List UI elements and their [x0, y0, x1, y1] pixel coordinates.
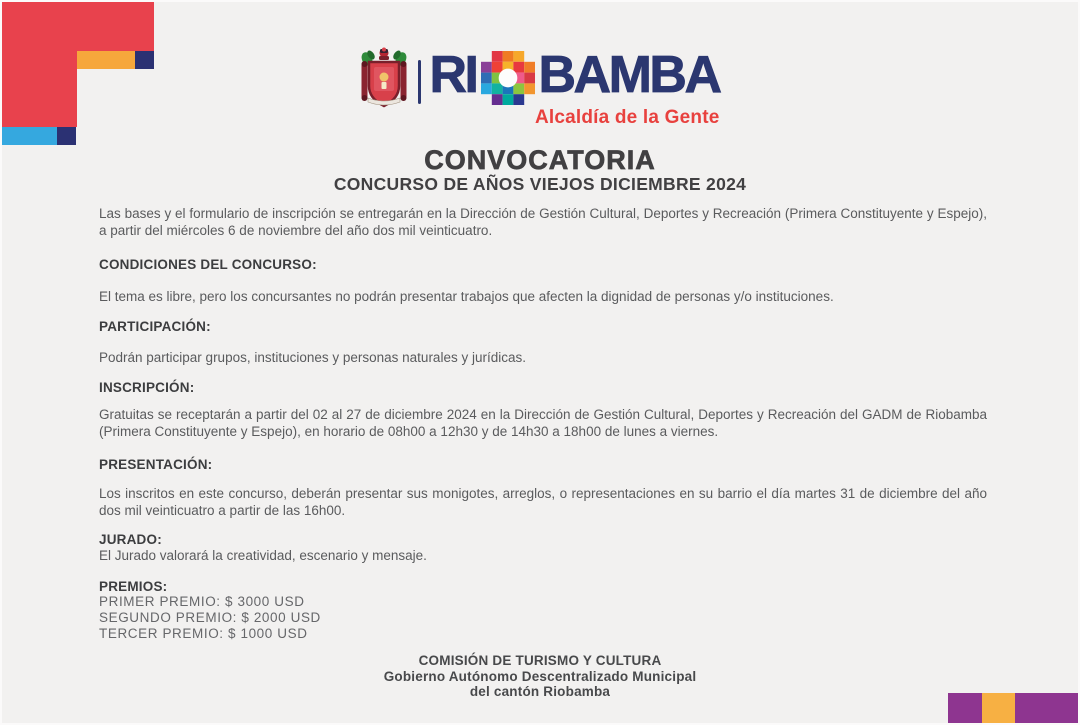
footer-signature — [2, 653, 1078, 700]
section-heading-participacion: PARTICIPACIÓN: — [99, 319, 211, 334]
premio-primer: PRIMER PREMIO: $ 3000 USD — [99, 594, 305, 609]
riobamba-coat-of-arms-icon — [360, 46, 408, 114]
document-subtitle: CONCURSO DE AÑOS VIEJOS DICIEMBRE 2024 — [333, 174, 747, 194]
intro-paragraph: Las bases y el formulario de inscripción se entregarán en la Dirección de Gestión Cultural, Deportes y Recreación (Primera Constituyente y Espejo), a partir del miércoles 6 de noviembre del año dos mil veinticuatro. — [99, 206, 987, 238]
section-heading-premios: PREMIOS: — [99, 579, 168, 594]
wordmark-suffix: BAMBA — [538, 46, 720, 104]
premio-tercer: TERCER PREMIO: $ 1000 USD — [99, 626, 308, 641]
section-text-participacion: Podrán participar grupos, instituciones y personas naturales y jurídicas. — [99, 350, 526, 365]
section-heading-presentacion: PRESENTACIÓN: — [99, 457, 213, 472]
section-heading-jurado: JURADO: — [99, 532, 162, 547]
decor-top-left-cyan-bar — [2, 127, 57, 145]
footer-line-commission: COMISIÓN DE TURISMO Y CULTURA — [418, 653, 662, 668]
premios-list — [99, 594, 987, 642]
section-text-presentacion: Los inscritos en este concurso, deberán presentar sus monigotes, arreglos, o representaciones en su barrio el día martes 31 de diciembre del año dos mil veinticuatro a partir de las 16h00. — [99, 486, 987, 518]
wordmark-prefix: RI — [429, 46, 477, 104]
premio-segundo: SEGUNDO PREMIO: $ 2000 USD — [99, 610, 321, 625]
section-text-condiciones: El tema es libre, pero los concursantes no podrán presentar trabajos que afecten la dignidad de personas y/o instituciones. — [99, 289, 834, 304]
document-title: CONVOCATORIA — [424, 145, 656, 175]
section-text-inscripcion: Gratuitas se receptarán a partir del 02 al 27 de diciembre 2024 en la Dirección de Gestión Cultural, Deportes y Recreación del GADM de Riobamba (Primera Constituyente y Espejo), en horario de 08h00 a 12h30 y de 14h30 a 18h00 de lunes a viernes. — [99, 407, 987, 439]
logo-divider — [418, 60, 421, 104]
section-text-jurado: El Jurado valorará la creatividad, escenario y mensaje. — [99, 548, 427, 563]
pixel-o-icon — [481, 51, 535, 105]
footer-line-gadm: Gobierno Autónomo Descentralizado Municipal — [383, 668, 697, 684]
footer-line-canton: del cantón Riobamba — [469, 684, 611, 699]
logo-tagline: Alcaldía de la Gente — [534, 107, 720, 128]
decor-top-left-navy-square-2 — [57, 127, 76, 145]
riobamba-logo — [2, 44, 1078, 129]
section-heading-inscripcion: INSCRIPCIÓN: — [99, 380, 195, 395]
section-heading-condiciones: CONDICIONES DEL CONCURSO: — [99, 257, 317, 272]
